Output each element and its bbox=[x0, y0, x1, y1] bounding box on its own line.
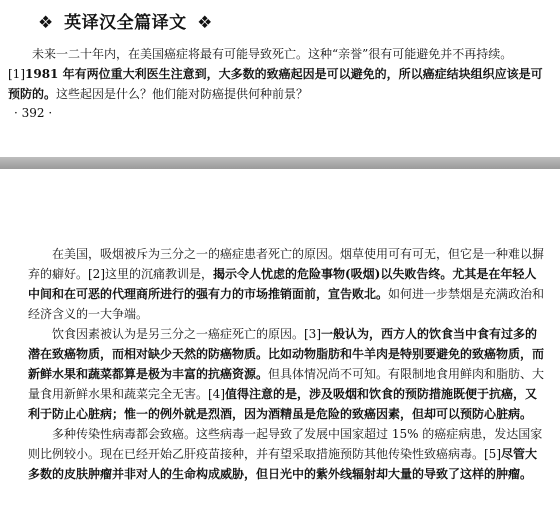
paragraph-text: 在美国，吸烟被斥为三分之一的癌症患者死亡的原因。烟草使用可有可无，但它是一种难以摒弃的癖好。[2]这里的沉痛教训是， bbox=[28, 247, 545, 281]
section-header bbox=[34, 8, 217, 33]
paragraph-viruses bbox=[28, 424, 546, 484]
top-page-fragment bbox=[0, 0, 560, 148]
ornament-left-icon: ❖ bbox=[38, 13, 54, 33]
top-paragraph-bold-1: 1981 年有两位重大利医生注意到，大多数的致癌起因是可以避免的，所以癌症结块组织应该是可预防的。 bbox=[8, 67, 543, 101]
page-divider bbox=[0, 157, 560, 169]
paragraph-bold-text: 一般认为，西方人的饮食当中食有过多的潜在致癌物质，而相对缺少天然的防癌物质。比如动物脂肪和牛羊肉是特别要避免的致癌物质，而新鲜水果和蔬菜都算是极为丰富的抗癌资源。 bbox=[28, 327, 545, 381]
paragraph-text: 多种传染性病毒都会致癌。这些病毒一起导致了发展中国家超过 15% 的癌症病患，发达国家则比例较小。现在已经开始乙肝疫苗接种，并有望采取措施预防其他传染性致癌病毒。[5] bbox=[28, 427, 543, 461]
top-paragraph bbox=[8, 44, 548, 104]
paragraph-bold-text: 尽管大多数的皮肤肿瘤并非对人的生命构成威胁，但日光中的紫外线辐射却大量的导致了这样的肿瘤。 bbox=[28, 447, 538, 481]
paragraph-text: 饮食因素被认为是另三分之一癌症死亡的原因。[3] bbox=[52, 327, 321, 341]
paragraph-bold-text: 值得注意的是，涉及吸烟和饮食的预防措施既便于抗癌，又利于防止心脏病；惟一的例外就是烈酒，因为酒精虽是危险的致癌因素，但却可以预防心脏病。 bbox=[28, 387, 538, 421]
top-paragraph-text-1: 未来一二十年内，在美国癌症将最有可能导致死亡。这种“亲誉”很有可能避免并不再持续。[1] bbox=[8, 47, 513, 81]
top-paragraph-text-2: 这些起因是什么？他们能对防癌提供何种前景？ bbox=[56, 87, 309, 101]
ornament-right-icon: ❖ bbox=[197, 13, 213, 33]
bottom-page-fragment bbox=[28, 244, 546, 484]
paragraph-bold-text: 揭示令人忧虑的危险事物(吸烟)以失败告终。尤其是在年轻人中间和在可恶的代理商所进行的强有力的市场推销面前，宣告败北。 bbox=[28, 267, 537, 301]
paragraph-smoking bbox=[28, 244, 546, 324]
paragraph-text: 如何进一步禁烟是充满政治和经济含义的一大争端。 bbox=[28, 287, 545, 321]
section-title: 英译汉全篇译文 bbox=[64, 13, 187, 33]
paragraph-diet bbox=[28, 324, 546, 424]
paragraph-text: 但具体情况尚不可知。有限制地食用鲜肉和脂肪、大量食用新鲜水果和蔬菜完全无害。[4] bbox=[28, 367, 545, 401]
page-number: · 392 · bbox=[14, 106, 53, 120]
